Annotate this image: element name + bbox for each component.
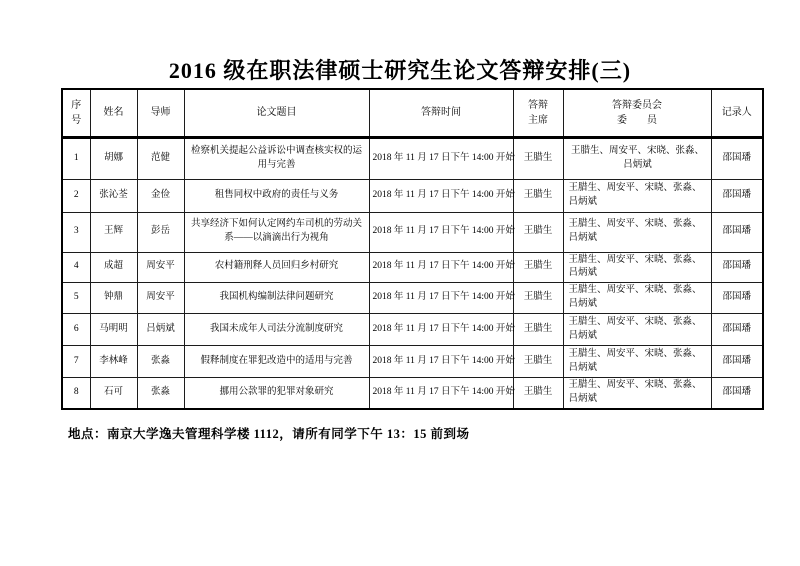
cell-advisor: 周安平 [137, 252, 184, 283]
cell-chair: 王腊生 [513, 137, 563, 179]
cell-recorder: 邵国璠 [711, 137, 763, 179]
cell-committee: 王腊生、周安平、宋晓、张淼、吕炳斌 [563, 179, 711, 212]
table-row [62, 212, 763, 252]
page-title: 2016 级在职法律硕士研究生论文答辩安排(三) [168, 58, 632, 83]
cell-thesis-title: 我国未成年人司法分流制度研究 [184, 314, 369, 346]
cell-index: 1 [62, 137, 90, 179]
defense-schedule-table [61, 88, 764, 410]
cell-thesis-title: 我国机构编制法律问题研究 [184, 283, 369, 314]
cell-recorder: 邵国璠 [711, 378, 763, 409]
cell-index: 7 [62, 346, 90, 378]
cell-advisor: 张淼 [137, 378, 184, 409]
cell-recorder: 邵国璠 [711, 346, 763, 378]
cell-committee: 王腊生、周安平、宋晓、张淼、吕炳斌 [563, 346, 711, 378]
cell-chair: 王腊生 [513, 252, 563, 283]
cell-recorder: 邵国璠 [711, 252, 763, 283]
cell-thesis-title: 共享经济下如何认定网约车司机的劳动关系——以滴滴出行为视角 [184, 212, 369, 252]
cell-index: 4 [62, 252, 90, 283]
cell-recorder: 邵国璠 [711, 179, 763, 212]
cell-recorder: 邵国璠 [711, 212, 763, 252]
header-index [62, 89, 90, 137]
cell-name: 王辉 [90, 212, 137, 252]
cell-thesis-title: 假释制度在罪犯改造中的适用与完善 [184, 346, 369, 378]
cell-committee: 王腊生、周安平、宋晓、张淼、吕炳斌 [563, 252, 711, 283]
cell-recorder: 邵国璠 [711, 283, 763, 314]
cell-name: 李林峰 [90, 346, 137, 378]
cell-index: 2 [62, 179, 90, 212]
cell-index: 5 [62, 283, 90, 314]
header-chair-line2: 主席 [528, 114, 548, 126]
header-committee-line2: 委 员 [617, 114, 657, 126]
cell-index: 6 [62, 314, 90, 346]
cell-chair: 王腊生 [513, 212, 563, 252]
cell-index: 3 [62, 212, 90, 252]
table-row [62, 346, 763, 378]
cell-name: 马明明 [90, 314, 137, 346]
cell-defense-time: 2018 年 11 月 17 日下午 14:00 开始 [369, 314, 513, 346]
cell-committee: 王腊生、周安平、宋晓、张淼、吕炳斌 [563, 212, 711, 252]
table-header-row [62, 89, 763, 137]
header-advisor: 导师 [137, 89, 184, 137]
cell-chair: 王腊生 [513, 314, 563, 346]
header-committee-line1: 答辩委员会 [612, 99, 662, 111]
cell-committee: 王腊生、周安平、宋晓、张淼、吕炳斌 [563, 283, 711, 314]
cell-committee: 王腊生、周安平、宋晓、张淼、吕炳斌 [563, 137, 711, 179]
cell-recorder: 邵国璠 [711, 314, 763, 346]
header-name: 姓名 [90, 89, 137, 137]
cell-defense-time: 2018 年 11 月 17 日下午 14:00 开始 [369, 212, 513, 252]
header-defense-time: 答辩时间 [369, 89, 513, 137]
table-row [62, 314, 763, 346]
table-row [62, 179, 763, 212]
cell-name: 钟鼎 [90, 283, 137, 314]
table-row [62, 283, 763, 314]
cell-chair: 王腊生 [513, 346, 563, 378]
cell-chair: 王腊生 [513, 378, 563, 409]
cell-defense-time: 2018 年 11 月 17 日下午 14:00 开始 [369, 378, 513, 409]
cell-thesis-title: 租售同权中政府的责任与义务 [184, 179, 369, 212]
table-row [62, 378, 763, 409]
cell-defense-time: 2018 年 11 月 17 日下午 14:00 开始 [369, 283, 513, 314]
cell-committee: 王腊生、周安平、宋晓、张淼、吕炳斌 [563, 314, 711, 346]
cell-advisor: 张淼 [137, 346, 184, 378]
cell-advisor: 金俭 [137, 179, 184, 212]
table-row [62, 137, 763, 179]
cell-name: 胡娜 [90, 137, 137, 179]
cell-name: 成超 [90, 252, 137, 283]
table-row [62, 252, 763, 283]
header-recorder: 记录人 [711, 89, 763, 137]
header-chair-line1: 答辩 [528, 99, 548, 111]
cell-committee: 王腊生、周安平、宋晓、张淼、吕炳斌 [563, 378, 711, 409]
cell-advisor: 范健 [137, 137, 184, 179]
cell-thesis-title: 农村籍刑释人员回归乡村研究 [184, 252, 369, 283]
header-index-line1: 序 [71, 99, 82, 111]
cell-index: 8 [62, 378, 90, 409]
cell-thesis-title: 挪用公款罪的犯罪对象研究 [184, 378, 369, 409]
cell-chair: 王腊生 [513, 283, 563, 314]
header-committee [563, 89, 711, 137]
cell-thesis-title: 检察机关提起公益诉讼中调查核实权的运用与完善 [184, 137, 369, 179]
header-index-line2: 号 [71, 114, 82, 126]
cell-defense-time: 2018 年 11 月 17 日下午 14:00 开始 [369, 179, 513, 212]
header-thesis-title: 论文题目 [184, 89, 369, 137]
cell-advisor: 周安平 [137, 283, 184, 314]
cell-name: 石可 [90, 378, 137, 409]
header-chair [513, 89, 563, 137]
cell-defense-time: 2018 年 11 月 17 日下午 14:00 开始 [369, 252, 513, 283]
cell-advisor: 彭岳 [137, 212, 184, 252]
cell-name: 张沁荃 [90, 179, 137, 212]
cell-defense-time: 2018 年 11 月 17 日下午 14:00 开始 [369, 137, 513, 179]
cell-defense-time: 2018 年 11 月 17 日下午 14:00 开始 [369, 346, 513, 378]
location-note: 地点：南京大学逸夫管理科学楼 1112，请所有同学下午 13：15 前到场 [68, 427, 470, 441]
cell-chair: 王腊生 [513, 179, 563, 212]
cell-advisor: 吕炳斌 [137, 314, 184, 346]
